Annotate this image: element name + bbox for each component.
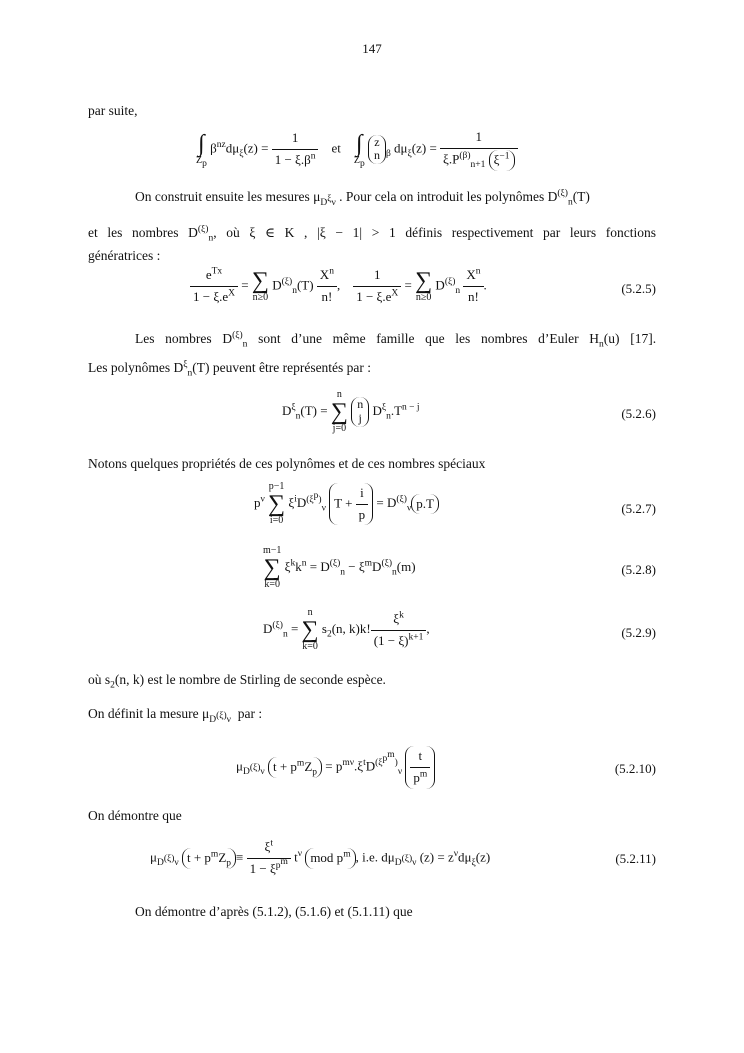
equation-5-2-10: $\mu_{D^{(\xi)}\nu}$ $t + p^mZ_p = p^{m\nu}.\xi^tD^{(\xi^{p^m})}_\nu$ $\frac{t}{p^m}$ [236,746,435,789]
equation-number-5-2-10: (5.2.10) [614,761,656,776]
equation-number-5-2-7: (5.2.7) [621,501,656,516]
equation-number-5-2-5: (5.2.5) [621,281,656,296]
paragraph-polynomes: Les polynômes $D^\xi_n(T)$ peuvent être représentés par : [88,359,372,379]
equation-number-5-2-11: (5.2.11) [615,851,656,866]
paragraph-demontre: On démontre que [88,808,182,823]
paragraph-generatrices: génératrices : [88,248,161,263]
page-number: 147 [362,41,382,56]
paragraph-par-suite: par suite, [88,103,138,118]
paragraph-notons: Notons quelques propriétés de ces polynômes et de ces nombres spéciaux [88,456,486,471]
equation-5-2-8: m−1 ∑ k=0 $\xi^kk^n = D^{(\xi)}_n - \xi^mD^{(\xi)}_n(m)$ [263,545,416,590]
equation-5-2-9: $D^{(\xi)}_n$ = n ∑ k=0 $s_2(n$, k)k! $\frac{\xi^k}{(1 - \xi)^{k+1}}$ , [263,607,430,652]
integral-sign-right: ∫ $Z_p$ [353,131,365,170]
equation-number-5-2-6: (5.2.6) [621,406,656,421]
paragraph-stirling: où $s_2(n$, k) est le nombre de Stirling de seconde espèce. [88,672,386,691]
binomial-z-n: z n [368,135,386,165]
binomial-n-j: n j [351,397,369,427]
equation-integrals: ∫ $Z_p$ $\beta^{nz}d\mu_\xi(z)$ = $\frac{1}{1 - \xi.\beta^n}$ et ∫ $Z_p$ z n $_\beta$ $d\mu_\xi(z)$ = $\frac{1}{\xi.P^{(\beta)}_{n+1} \xi^{-1}}$ [196,128,518,171]
fraction-right: $\frac{1}{\xi.P^{(\beta)}_{n+1} \xi^{-1}}$ [440,128,517,171]
equation-number-5-2-9: (5.2.9) [621,625,656,640]
fraction-generating-2: $\frac{1}{1 - \xi.e^X}$ [353,266,401,307]
fraction-left: $\frac{1}{1 - \xi.\beta^n}$ [272,129,319,170]
paragraph-euler: Les nombres $D^{(\xi)}_n$ sont d’une même famille que les nombres d’Euler $H_n(u)$ [17]. [135,330,657,350]
paragraph-demontre-apres: On démontre d’après (5.1.2), (5.1.6) et (5.1.11) que [135,904,413,919]
paragraph-mesure: On définit la mesure $\mu_{D^{(\xi)}\nu}$ par : [88,706,263,725]
fraction-generating-1: $e^{Tx}$ $1 - \xi.e^X$ [190,266,238,307]
equation-5-2-6: $D^\xi_n(T)$ = n ∑ j=0 n j $D^\xi_n.T^{n - j}$ [282,389,420,434]
equation-5-2-5: $e^{Tx}$ $1 - \xi.e^X$ = ∑ n≥0 $D^{(\xi)}_n(T)$ $\frac{X^n}{n!}$ , $\frac{1}{1 - \xi.e^X}$ = ∑ n≥0 $D^{(\xi)}_n$ $\frac{X^n}{n!}$ . [190,266,487,307]
paragraph-nombres: et les nombres $D^{(\xi)}_n$, où ξ ∈ K , |ξ − 1| > 1 définis respectivement par leurs fonctions [88,224,657,244]
equation-number-5-2-8: (5.2.8) [621,562,656,577]
integral-sign-left: ∫ $Z_p$ [196,131,207,170]
equation-5-2-11: $\mu_{D^{(\xi)}\nu}$ $t + p^mZ_p$ ≡ $\xi^t$ $1 - \xi^{p^m}$ $t^\nu$ mod $p^m$ , i.e. $d\mu_{D^{(\xi)}\nu}$ $(z) = z^\nu d\mu_\xi(z)$ [150,838,490,879]
paragraph-construit: On construit ensuite les mesures $\mu_{D^\xi\nu}$ . Pour cela on introduit les polynômes $D^{(\xi)}_n(T)$ [135,188,590,208]
equation-5-2-7: $p^\nu$ p−1 ∑ i=0 $\xi^iD^{(\xi^p)}_\nu$ T + $\frac{i}{p}$ = $D^{(\xi)}_\nu$ p.T [254,482,439,526]
